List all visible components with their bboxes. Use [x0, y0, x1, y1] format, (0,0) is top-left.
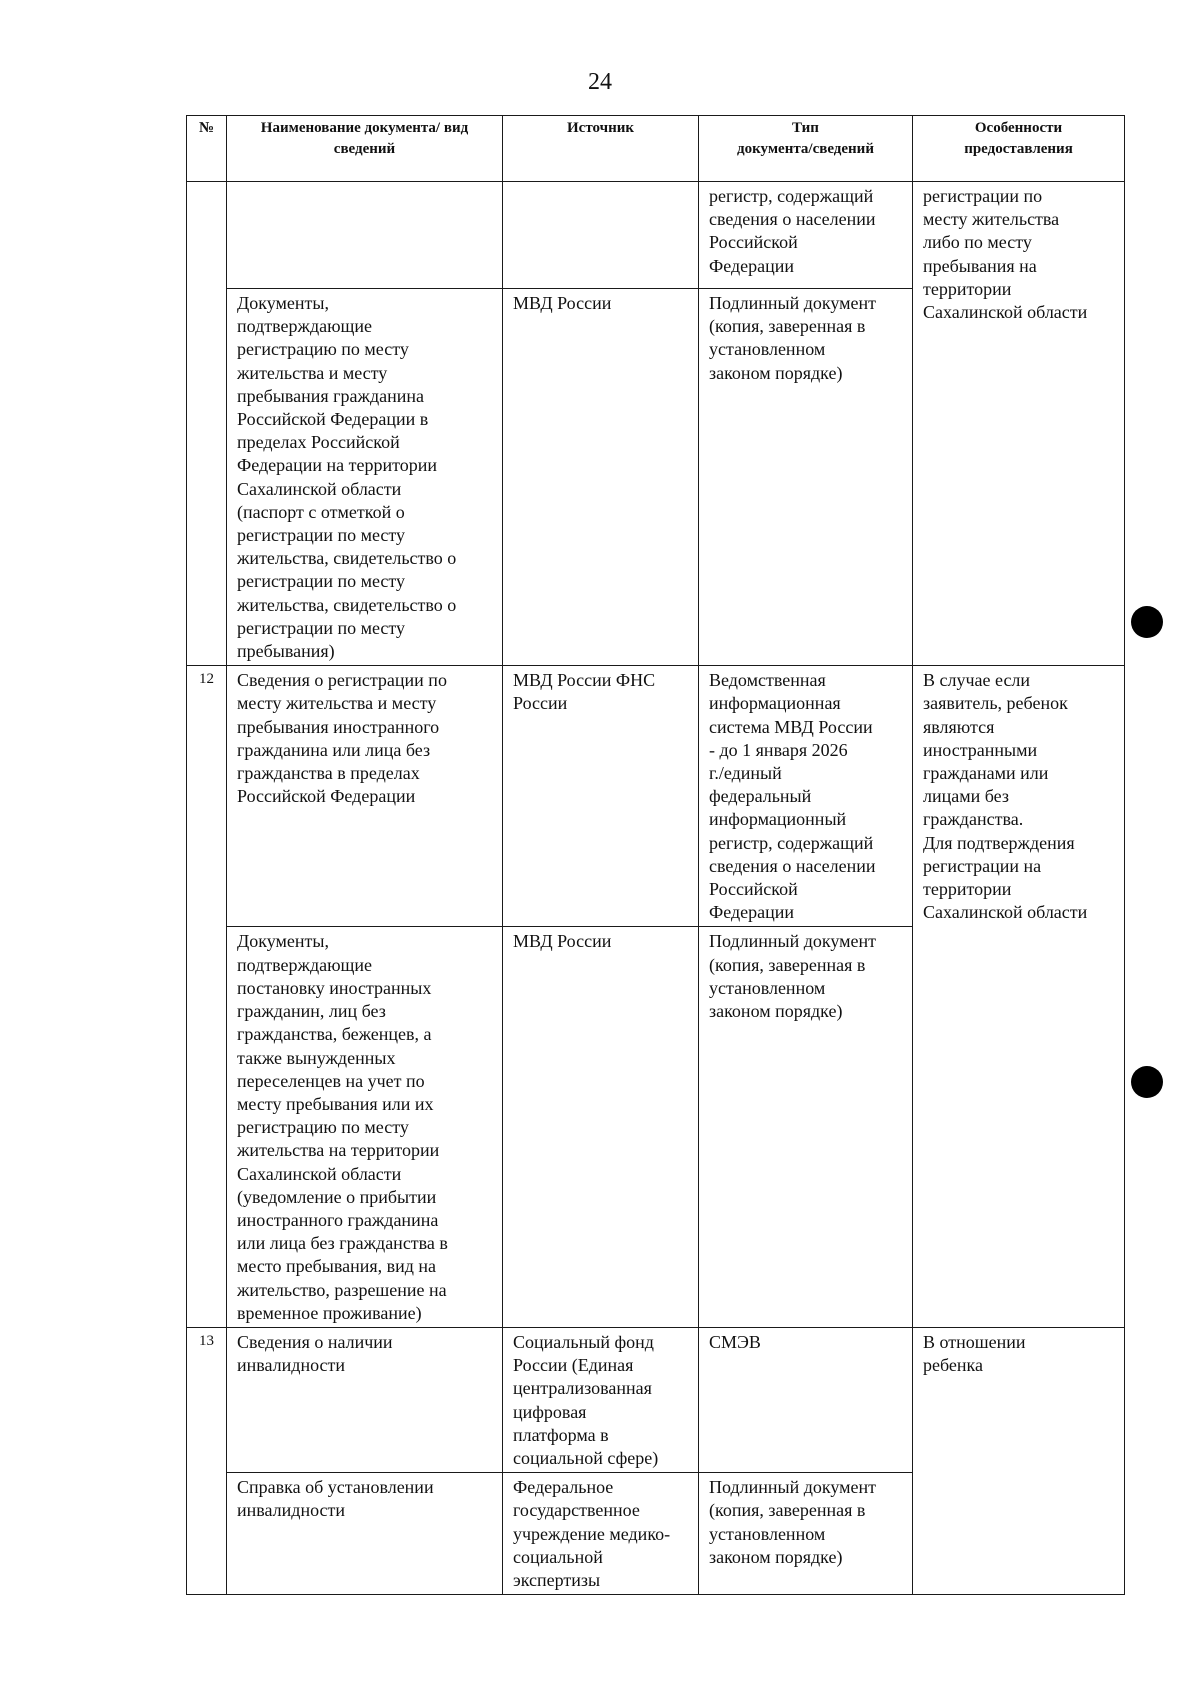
row-num-cell	[187, 182, 227, 666]
source-cell: МВД России	[503, 927, 699, 1327]
name-cell: Документы, подтверждающие постановку иностранных гражданин, лиц без гражданства, беженцев, а также вынужденных переселенцев на учет по месту пребывания или их регистрацию по месту жительства на территории Сахалинской области (уведомление о прибытии иностранного гражданина или лица без гражданства в место пребывания, вид на жительство, разрешение на временное проживание)	[227, 927, 503, 1327]
source-cell: МВД России	[503, 289, 699, 666]
source-cell	[503, 182, 699, 289]
header-features: Особенности предоставления	[913, 116, 1125, 182]
punch-hole-mark	[1131, 1066, 1163, 1098]
row-num-cell: 12	[187, 666, 227, 1328]
type-cell: Ведомственная информационная система МВД России - до 1 января 2026 г./единый федеральный информационный регистр, содержащий сведения о населении Российской Федерации	[699, 666, 913, 927]
type-cell: СМЭВ	[699, 1327, 913, 1472]
documents-table	[186, 115, 1125, 1595]
source-cell: Федеральное государственное учреждение медико- социальной экспертизы	[503, 1473, 699, 1595]
punch-hole-mark	[1131, 606, 1163, 638]
row-num-cell: 13	[187, 1327, 227, 1594]
type-cell: Подлинный документ (копия, заверенная в установленном законом порядке)	[699, 289, 913, 666]
header-num: №	[187, 116, 227, 182]
name-cell: Документы, подтверждающие регистрацию по месту жительства и месту пребывания гражданина Российской Федерации в пределах Российской Федерации на территории Сахалинской области (паспорт с отметкой о регистрации по месту жительства, свидетельство о регистрации по месту жительства, свидетельство о регистрации по месту пребывания)	[227, 289, 503, 666]
type-cell: регистр, содержащий сведения о населении Российской Федерации	[699, 182, 913, 289]
name-cell	[227, 182, 503, 289]
source-cell: МВД России ФНС России	[503, 666, 699, 927]
page-number: 24	[588, 69, 612, 95]
table-row	[187, 1327, 1125, 1472]
name-cell: Справка об установлении инвалидности	[227, 1473, 503, 1595]
type-cell: Подлинный документ (копия, заверенная в установленном законом порядке)	[699, 1473, 913, 1595]
header-source: Источник	[503, 116, 699, 182]
table-row	[187, 666, 1125, 927]
name-cell: Сведения о наличии инвалидности	[227, 1327, 503, 1472]
table-row	[187, 182, 1125, 289]
name-cell: Сведения о регистрации по месту жительства и месту пребывания иностранного гражданина или лица без гражданства в пределах Российской Федерации	[227, 666, 503, 927]
type-cell: Подлинный документ (копия, заверенная в установленном законом порядке)	[699, 927, 913, 1327]
source-cell: Социальный фонд России (Единая централизованная цифровая платформа в социальной сфере)	[503, 1327, 699, 1472]
features-cell: В отношении ребенка	[913, 1327, 1125, 1594]
header-type: Тип документа/сведений	[699, 116, 913, 182]
table-header-row	[187, 116, 1125, 182]
features-cell: В случае если заявитель, ребенок являются иностранными гражданами или лицами без гражданства. Для подтверждения регистрации на территории Сахалинской области	[913, 666, 1125, 1328]
header-name: Наименование документа/ вид сведений	[227, 116, 503, 182]
features-cell: регистрации по месту жительства либо по месту пребывания на территории Сахалинской области	[913, 182, 1125, 666]
